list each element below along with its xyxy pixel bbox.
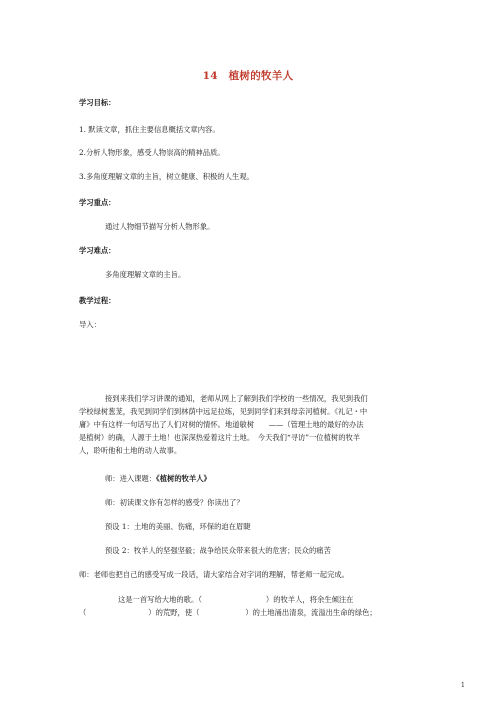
enter-topic-prefix: 师：进入课题： — [105, 474, 157, 483]
key-point-heading: 学习重点： — [79, 198, 116, 207]
teacher-note: 师：老师也把自己的感受写成一段话，请大家结合对字词的理解，帮老师一起完成。 — [79, 570, 349, 579]
lesson-title: 《植树的牧羊人》 — [156, 474, 211, 483]
intro-line-2: 学校绿树葱茏，我见到同学们到林荫中远足拉练，见到同学们来到母亲河植树。《礼记・中 — [79, 407, 368, 416]
preset-answer-1: 预设 1：土地的美丽、伤痛，环保的迫在眉睫 — [105, 522, 251, 531]
fill-line-1-part-1: 这是一首写给大地的歌。（ — [118, 595, 202, 604]
fill-line-2 — [79, 608, 377, 617]
objective-item-2: 2.分析人物形象，感受人物崇高的精神品质。 — [79, 148, 225, 157]
objective-item-3: 3.多角度理解文章的主旨，树立健康、积极的人生观。 — [79, 172, 254, 181]
intro-line-4: 是植树）的确，人源于土地！也深深热爱着这片土地。 今天我们“寻访”一位植树的牧羊 — [79, 433, 361, 442]
enter-topic — [105, 474, 211, 483]
intro-line-3: 庸》中有这样一句话写出了人们对树的情怀。地道敏树 ——（管理土地的最好的办法 — [79, 420, 364, 429]
intro-label: 导入： — [79, 320, 101, 329]
preset-answer-2: 预设 2：牧羊人的坚强坚毅；战争给民众带来很大的危害；民众的痛苦 — [105, 546, 331, 555]
fill-line-1-part-2: ）的牧羊人，将余生倾注在 — [265, 595, 354, 604]
page-title: 14 植树的牧羊人 — [202, 70, 294, 82]
teacher-question: 师：初读课文你有怎样的感受？你读出了？ — [105, 498, 244, 507]
difficulty-heading: 学习难点： — [79, 246, 116, 255]
difficulty-text: 多角度理解文章的主旨。 — [105, 270, 186, 279]
fill-line-1 — [118, 595, 353, 604]
key-point-text: 通过人物细节描写分析人物形象。 — [105, 222, 215, 231]
objectives-heading: 学习目标： — [79, 98, 116, 107]
intro-line-5: 人，聆听他和土地的动人故事。 — [79, 446, 182, 455]
intro-line-1: 接到来我们学习讲课的通知，老师从网上了解到我们学校的一些情况，我见到我们 — [105, 394, 368, 403]
fill-line-2-part-2: ）的荒野，使（ — [148, 608, 200, 617]
fill-line-2-part-3: ）的土地涌出清泉，流溢出生命的绿色； — [245, 608, 377, 617]
objective-item-1: 1. 默读文章，抓住主要信息概括文章内容。 — [79, 125, 220, 134]
page-number: 1 — [461, 682, 465, 689]
process-heading: 教学过程： — [79, 296, 116, 305]
fill-line-2-part-1: （ — [79, 608, 87, 617]
